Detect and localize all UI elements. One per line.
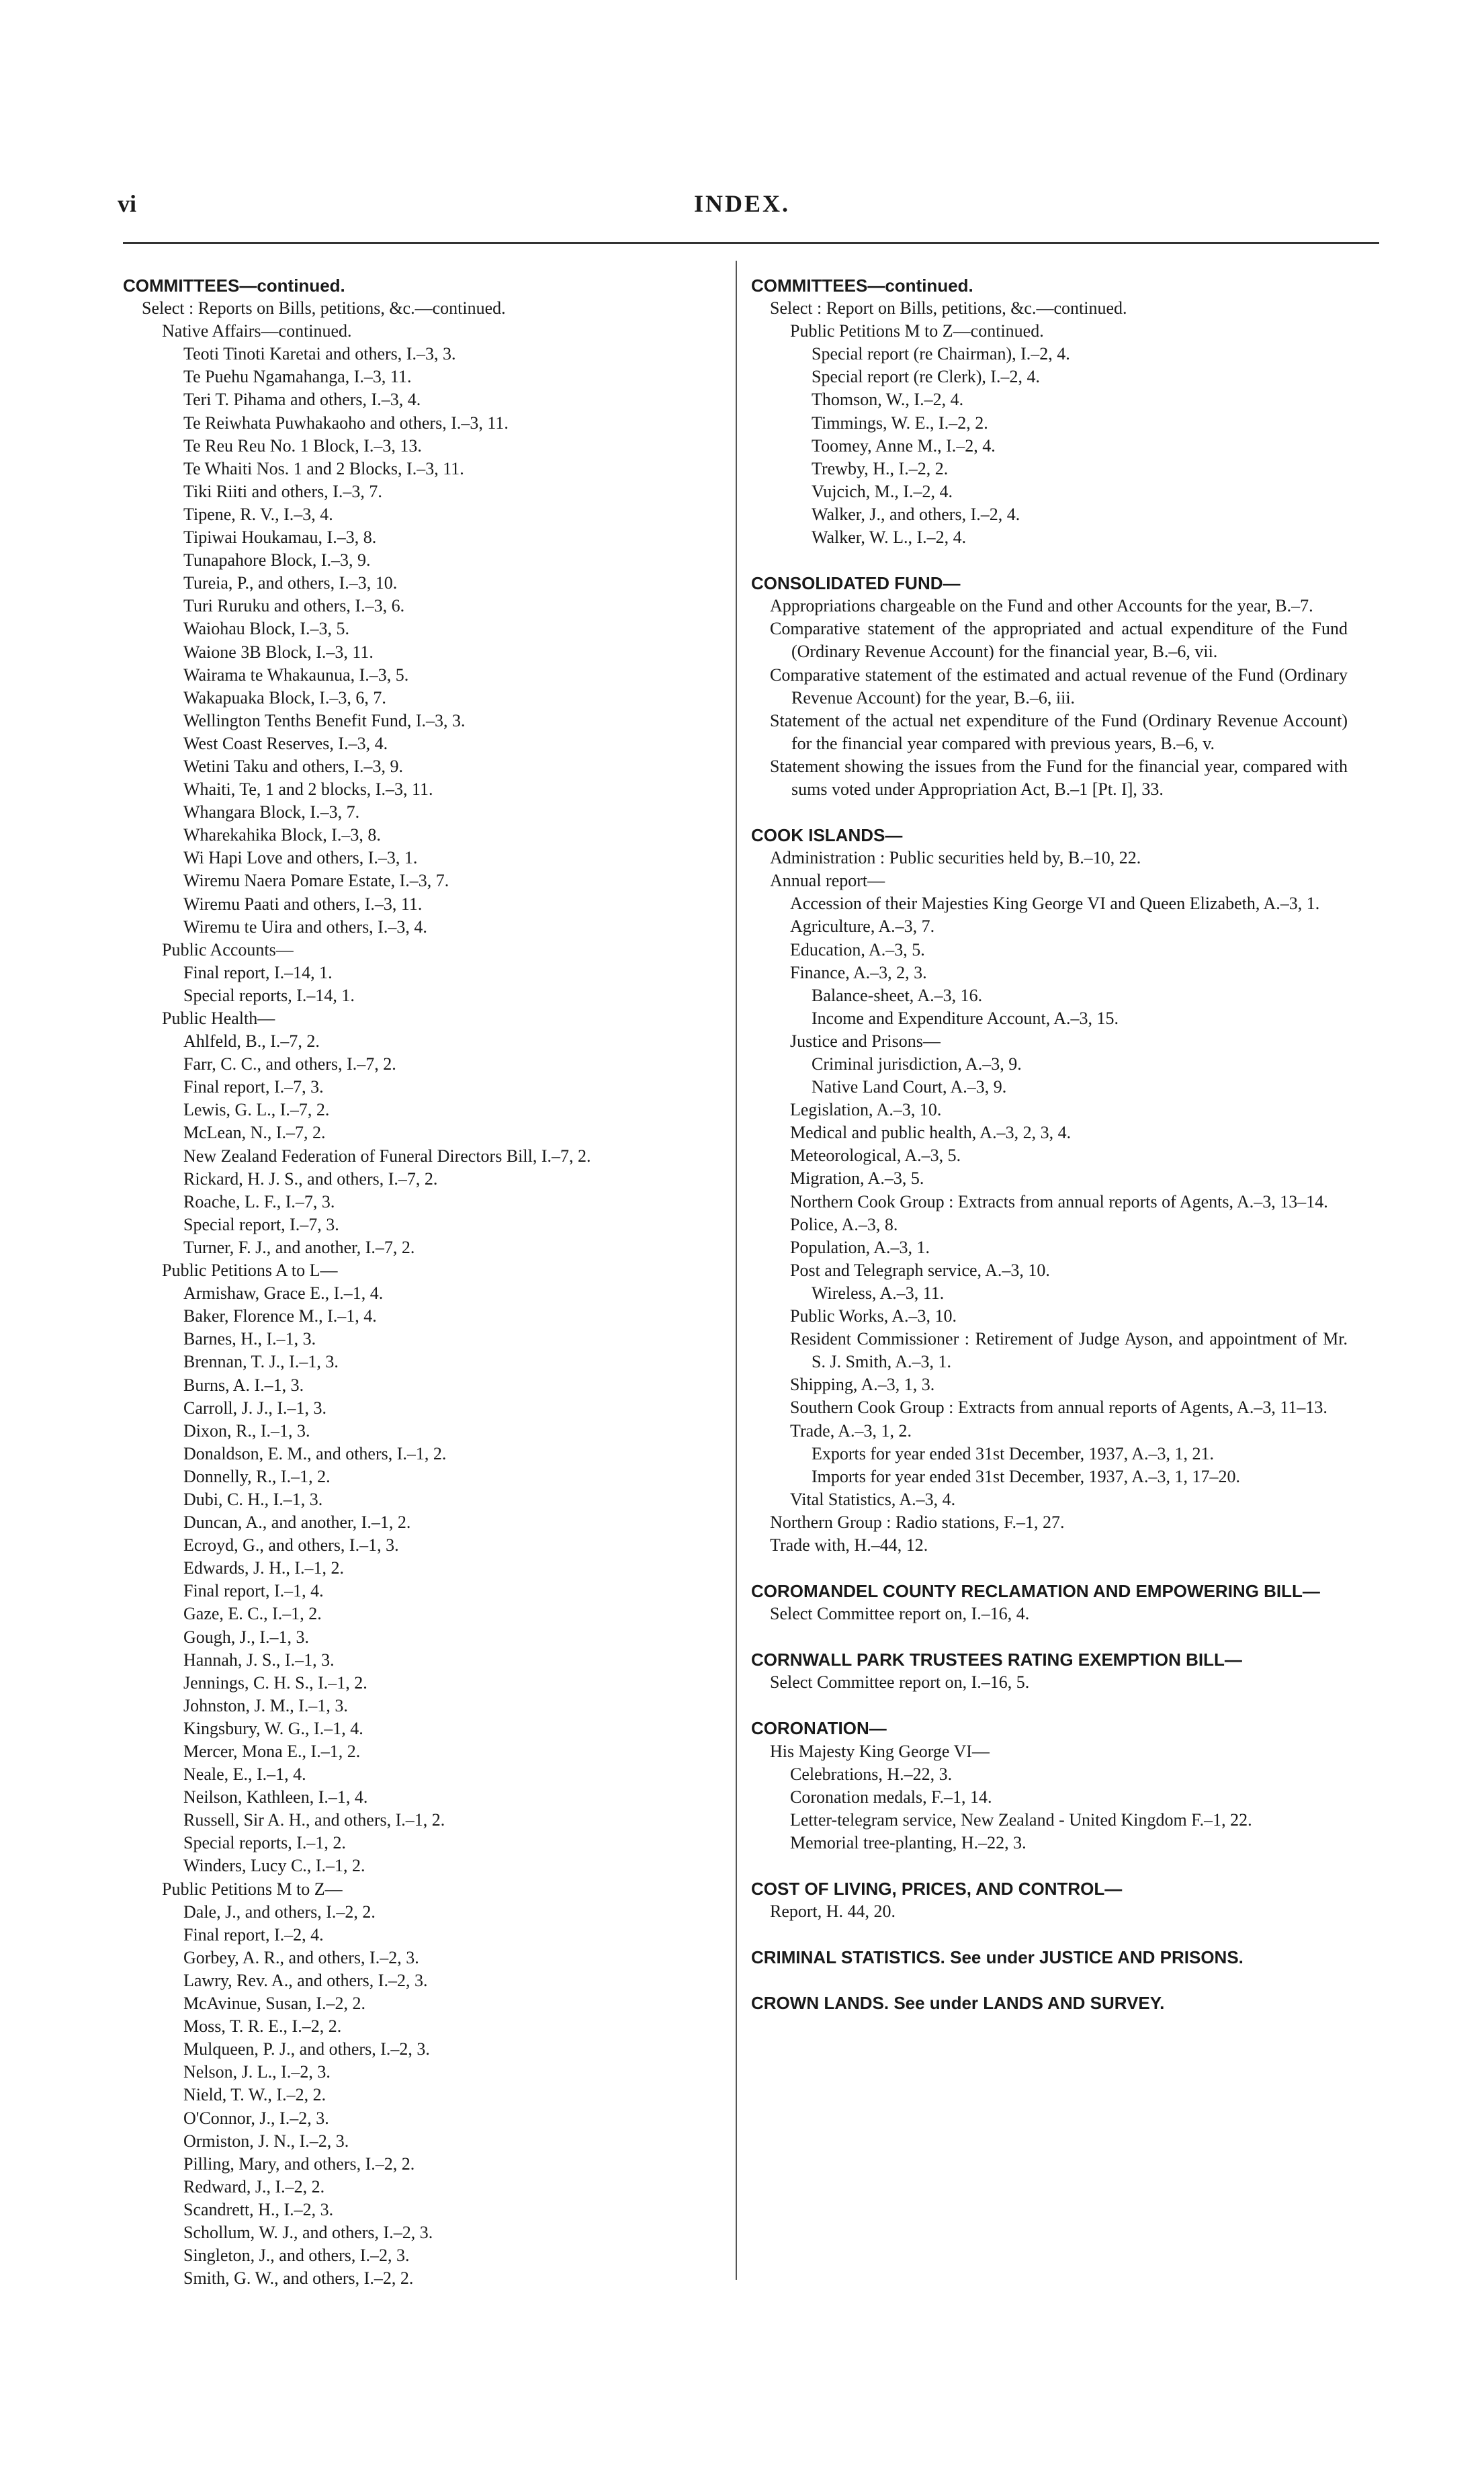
index-entry: Hannah, J. S., I.–1, 3. [183,1650,335,1670]
index-entry: Johnston, J. M., I.–1, 3. [183,1695,348,1715]
index-entry: Thomson, W., I.–2, 4. [812,390,964,410]
index-entry: Finance, A.–3, 2, 3. [790,962,927,982]
index-entry: Smith, G. W., and others, I.–2, 2. [183,2268,414,2289]
index-entry: Dubi, C. H., I.–1, 3. [183,1489,323,1509]
index-heading: COMMITTEES—continued. [123,275,345,296]
index-entry: Final report, I.–2, 4. [183,1924,324,1945]
index-entry: Moss, T. R. E., I.–2, 2. [183,2016,342,2037]
index-entry: Roache, L. F., I.–7, 3. [183,1191,335,1211]
index-entry: Whaiti, Te, 1 and 2 blocks, I.–3, 11. [183,779,433,800]
index-entry: Wiremu Paati and others, I.–3, 11. [183,894,423,914]
index-entry: Select : Report on Bills, petitions, &c.—continued. [770,298,1127,318]
index-entry: Select : Reports on Bills, petitions, &c.—continued. [142,298,506,318]
index-entry: Report, H. 44, 20. [770,1902,896,1922]
index-entry: Waione 3B Block, I.–3, 11. [183,642,374,662]
index-entry: Final report, I.–7, 3. [183,1077,324,1097]
index-entry: Legislation, A.–3, 10. [790,1100,942,1120]
index-entry: Mercer, Mona E., I.–1, 2. [183,1742,361,1761]
index-entry: Special report (re Chairman), I.–2, 4. [812,344,1070,364]
index-entry: Redward, J., I.–2, 2. [183,2176,325,2196]
index-entry: Comparative statement of the estimated and actual revenue of the Fund (Ordinary Revenue Account) for the year, B.–6, iii. [770,665,1348,708]
header-rule [123,242,1379,244]
index-entry: Wireless, A.–3, 11. [812,1283,945,1303]
index-entry: Singleton, J., and others, I.–2, 3. [183,2246,410,2266]
index-entry: Te Reu Reu No. 1 Block, I.–3, 13. [183,435,422,456]
index-entry: Jennings, C. H. S., I.–1, 2. [183,1672,367,1693]
index-entry: New Zealand Federation of Funeral Directors Bill, I.–7, 2. [183,1146,591,1166]
index-entry: McLean, N., I.–7, 2. [183,1123,326,1143]
page-title: INDEX. [693,190,790,217]
index-entry: Waiohau Block, I.–3, 5. [183,619,350,639]
index-entry: Ahlfeld, B., I.–7, 2. [183,1031,320,1052]
index-heading: CORNWALL PARK TRUSTEES RATING EXEMPTION BILL— [751,1650,1242,1670]
index-entry: Shipping, A.–3, 1, 3. [790,1375,935,1395]
index-entry: Public Works, A.–3, 10. [790,1306,957,1326]
index-entry: Scandrett, H., I.–2, 3. [183,2199,334,2219]
index-entry: Exports for year ended 31st December, 1937, A.–3, 1, 21. [812,1443,1214,1463]
index-heading: COST OF LIVING, PRICES, AND CONTROL— [751,1879,1123,1899]
index-entry: O'Connor, J., I.–2, 3. [183,2108,329,2128]
index-entry: Public Petitions A to L— [162,1261,338,1281]
index-entry: Walker, W. L., I.–2, 4. [812,527,967,548]
index-entry: Justice and Prisons— [790,1031,941,1051]
index-entry: Trewby, H., I.–2, 2. [812,458,949,478]
index-heading: COMMITTEES—continued. [751,275,973,296]
index-entry: Turi Ruruku and others, I.–3, 6. [183,596,405,616]
index-entry: Donnelly, R., I.–1, 2. [183,1466,331,1486]
index-entry: Turner, F. J., and another, I.–7, 2. [183,1237,415,1257]
index-entry: Wakapuaka Block, I.–3, 6, 7. [183,687,386,708]
left-column [123,274,722,2290]
index-entry: Public Health— [162,1009,275,1028]
index-entry: Special reports, I.–14, 1. [183,985,355,1005]
index-entry: Coronation medals, F.–1, 14. [790,1787,992,1807]
index-entry: Income and Expenditure Account, A.–3, 15. [812,1008,1119,1028]
index-entry: Select Committee report on, I.–16, 4. [770,1604,1030,1624]
index-entry: Barnes, H., I.–1, 3. [183,1329,316,1349]
index-entry: Public Accounts— [162,939,294,959]
index-entry: Statement of the actual net expenditure of the Fund (Ordinary Revenue Account) for the financial year compared with previous years, B.–6, v. [770,710,1348,753]
index-entry: Appropriations chargeable on the Fund and other Accounts for the year, B.–7. [770,596,1313,616]
index-entry: Imports for year ended 31st December, 1937, A.–3, 1, 17–20. [812,1466,1240,1486]
index-entry: Tipene, R. V., I.–3, 4. [183,504,333,524]
index-entry: West Coast Reserves, I.–3, 4. [183,733,388,753]
index-entry: Te Reiwhata Puwhakaoho and others, I.–3, 11. [183,413,509,433]
index-entry: Annual report— [770,871,885,891]
index-entry: Northern Cook Group : Extracts from annual reports of Agents, A.–3, 13–14. [790,1191,1328,1211]
index-entry: Police, A.–3, 8. [790,1214,898,1234]
index-entry: Russell, Sir A. H., and others, I.–1, 2. [183,1810,445,1830]
index-entry: Mulqueen, P. J., and others, I.–2, 3. [183,2039,430,2059]
index-entry: Kingsbury, W. G., I.–1, 4. [183,1718,363,1738]
index-entry: Walker, J., and others, I.–2, 4. [812,504,1020,524]
index-entry: Trade with, H.–44, 12. [770,1535,928,1555]
index-entry: Brennan, T. J., I.–1, 3. [183,1352,339,1372]
index-entry: Final report, I.–1, 4. [183,1581,324,1601]
index-entry: Carroll, J. J., I.–1, 3. [183,1398,327,1418]
index-entry: Te Puehu Ngamahanga, I.–3, 11. [183,367,412,387]
index-entry: Wiremu te Uira and others, I.–3, 4. [183,916,427,937]
index-entry: Rickard, H. J. S., and others, I.–7, 2. [183,1168,438,1189]
index-entry: Balance-sheet, A.–3, 16. [812,985,983,1005]
index-entry: Special report (re Clerk), I.–2, 4. [812,367,1041,387]
index-entry: Donaldson, E. M., and others, I.–1, 2. [183,1443,447,1463]
index-entry: Burns, A. I.–1, 3. [183,1375,304,1395]
index-entry: Neale, E., I.–1, 4. [183,1764,306,1785]
index-entry: Gough, J., I.–1, 3. [183,1627,310,1647]
index-entry: Celebrations, H.–22, 3. [790,1764,953,1784]
index-entry: Criminal jurisdiction, A.–3, 9. [812,1054,1022,1074]
index-entry: Memorial tree-planting, H.–22, 3. [790,1832,1027,1852]
index-entry: Teoti Tinoti Karetai and others, I.–3, 3. [183,344,456,364]
index-entry: Neilson, Kathleen, I.–1, 4. [183,1787,368,1807]
index-entry: Native Affairs—continued. [162,321,352,341]
index-entry: Public Petitions M to Z—continued. [790,321,1044,341]
index-entry: Vujcich, M., I.–2, 4. [812,481,953,501]
index-entry: Public Petitions M to Z— [162,1879,343,1899]
index-entry: Ormiston, J. N., I.–2, 3. [183,2131,349,2151]
index-entry: Teri T. Pihama and others, I.–3, 4. [183,390,421,410]
index-entry: Wetini Taku and others, I.–3, 9. [183,756,404,776]
index-entry: Meteorological, A.–3, 5. [790,1146,961,1166]
index-entry: Nield, T. W., I.–2, 2. [183,2085,326,2105]
index-heading: CRIMINAL STATISTICS. See under JUSTICE AND PRISONS. [751,1947,1243,1968]
index-entry: Wiremu Naera Pomare Estate, I.–3, 7. [183,871,449,891]
index-entry: Schollum, W. J., and others, I.–2, 3. [183,2222,433,2242]
index-heading: CONSOLIDATED FUND— [751,573,961,594]
index-entry: Farr, C. C., and others, I.–7, 2. [183,1054,396,1074]
column-divider [736,261,737,2280]
index-entry: His Majesty King George VI— [770,1741,990,1761]
index-entry: Armishaw, Grace E., I.–1, 4. [183,1283,384,1304]
index-entry: Tureia, P., and others, I.–3, 10. [183,573,398,593]
index-entry: Lawry, Rev. A., and others, I.–2, 3. [183,1970,428,1990]
index-entry: Edwards, J. H., I.–1, 2. [183,1558,345,1578]
index-entry: Gaze, E. C., I.–1, 2. [183,1604,322,1624]
index-heading: COOK ISLANDS— [751,825,903,846]
index-entry: Agriculture, A.–3, 7. [790,916,935,937]
index-entry: Special report, I.–7, 3. [183,1214,339,1234]
index-entry: Post and Telegraph service, A.–3, 10. [790,1260,1050,1280]
index-entry: Lewis, G. L., I.–7, 2. [183,1100,330,1120]
index-entry: Trade, A.–3, 1, 2. [790,1420,912,1441]
index-entry: Nelson, J. L., I.–2, 3. [183,2062,331,2082]
index-entry: Native Land Court, A.–3, 9. [812,1077,1007,1097]
index-entry: Accession of their Majesties King George VI and Queen Elizabeth, A.–3, 1. [790,894,1320,914]
index-entry: Wi Hapi Love and others, I.–3, 1. [183,848,418,868]
index-entry: Comparative statement of the appropriated and actual expenditure of the Fund (Ordinary Revenue Account) for the financial year, B.–6, vii. [770,619,1348,662]
index-entry: Population, A.–3, 1. [790,1237,930,1257]
index-entry: Tiki Riiti and others, I.–3, 7. [183,481,382,501]
index-entry: Northern Group : Radio stations, F.–1, 27. [770,1512,1065,1532]
index-entry: Whangara Block, I.–3, 7. [183,802,360,822]
index-entry: Pilling, Mary, and others, I.–2, 2. [183,2153,415,2174]
index-entry: Education, A.–3, 5. [790,939,925,959]
index-entry: Ecroyd, G., and others, I.–1, 3. [183,1535,399,1555]
index-entry: Wairama te Whakaunua, I.–3, 5. [183,665,409,685]
index-heading: CORONATION— [751,1718,887,1739]
index-entry: Duncan, A., and another, I.–1, 2. [183,1512,411,1533]
index-entry: Baker, Florence M., I.–1, 4. [183,1306,377,1326]
index-entry: Statement showing the issues from the Fund for the financial year, compared with sums voted under Appropriation Act, B.–1 [Pt. I], 33. [770,756,1348,799]
index-entry: Wharekahika Block, I.–3, 8. [183,825,381,845]
index-entry: Toomey, Anne M., I.–2, 4. [812,435,996,456]
index-entry: Dixon, R., I.–1, 3. [183,1420,310,1441]
index-entry: Te Whaiti Nos. 1 and 2 Blocks, I.–3, 11. [183,458,464,478]
index-entry: Gorbey, A. R., and others, I.–2, 3. [183,1947,419,1967]
index-entry: Migration, A.–3, 5. [790,1168,924,1189]
page-number: vi [118,190,137,217]
index-entry: Administration : Public securities held by, B.–10, 22. [770,848,1141,868]
index-entry: Winders, Lucy C., I.–1, 2. [183,1856,365,1876]
index-entry: Tunapahore Block, I.–3, 9. [183,550,371,570]
index-entry: Vital Statistics, A.–3, 4. [790,1489,956,1509]
index-entry: Dale, J., and others, I.–2, 2. [183,1902,376,1922]
index-entry: Wellington Tenths Benefit Fund, I.–3, 3. [183,710,466,730]
index-entry: Tipiwai Houkamau, I.–3, 8. [183,527,377,548]
right-column [751,274,1348,2014]
index-entry: Letter-telegram service, New Zealand - United Kingdom F.–1, 22. [790,1809,1252,1830]
index-entry: McAvinue, Susan, I.–2, 2. [183,1994,366,2014]
index-entry: Medical and public health, A.–3, 2, 3, 4. [790,1123,1072,1143]
index-entry: Timmings, W. E., I.–2, 2. [812,413,988,433]
index-heading: COROMANDEL COUNTY RECLAMATION AND EMPOWERING BILL— [751,1581,1320,1602]
index-entry: Southern Cook Group : Extracts from annual reports of Agents, A.–3, 11–13. [790,1398,1327,1418]
index-entry: Select Committee report on, I.–16, 5. [770,1672,1030,1693]
index-entry: Final report, I.–14, 1. [183,962,333,982]
index-entry: Special reports, I.–1, 2. [183,1833,346,1853]
index-entry: Resident Commissioner : Retirement of Judge Ayson, and appointment of Mr. S. J. Smith, A.–3, 1. [790,1329,1348,1372]
index-heading: CROWN LANDS. See under LANDS AND SURVEY. [751,1993,1165,2014]
